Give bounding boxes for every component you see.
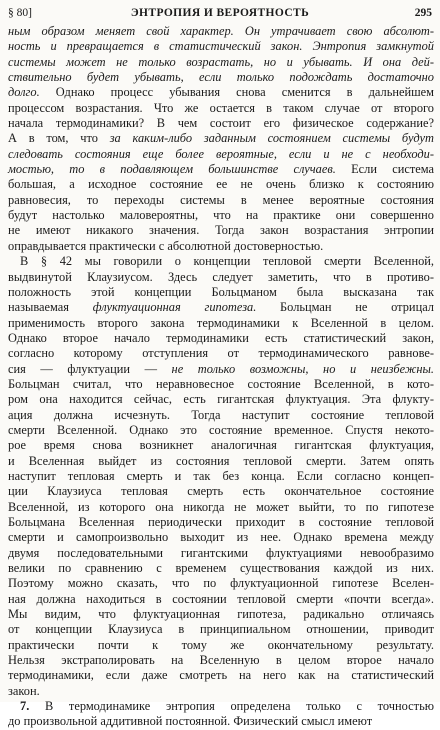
text-run: В термодинамике энтропия определена только с точностью <box>29 699 434 714</box>
text-run: начала термодинамики? В чем состоит его физическое содержание? <box>8 116 434 131</box>
italic-text: следовать состояния еще более вероятные, если и не с необходи- <box>8 146 434 161</box>
italic-text: флуктуационная гипотеза. <box>92 300 257 315</box>
text-run: Больцман считал, что неравновесное состояние Вселенной, в кото- <box>8 376 434 391</box>
text-line <box>8 346 434 361</box>
text-line <box>8 39 434 54</box>
text-line <box>8 270 434 285</box>
text-line <box>8 300 434 315</box>
text-line <box>8 316 434 331</box>
text-line <box>8 70 434 85</box>
text-run: Больцман не отрицал <box>256 300 434 315</box>
text-line <box>8 147 434 162</box>
text-run: от концепции Клаузиуса в принципиальном отношении, приводит <box>8 622 434 637</box>
text-run: смерти и самопроизвольно выходит из нее. Однако времена между <box>8 530 434 545</box>
text-run: В § 42 мы говорили о концепции тепловой смерти Вселенной, <box>20 254 434 269</box>
text-run: положность этой концепции Больцманом была высказана так <box>8 284 434 299</box>
text-line <box>8 454 434 469</box>
text-line <box>8 162 434 177</box>
text-run: равновесия, то переходы системы в менее вероятные состояния <box>8 192 434 207</box>
running-title: ЭНТРОПИЯ И ВЕРОЯТНОСТЬ <box>130 7 310 19</box>
text-run: не имеют никакого значения. Тогда закон возрастания энтропии <box>8 223 434 238</box>
italic-text: ным образом меняет свой характер. Он утрачивает свою абсолют- <box>8 24 434 38</box>
text-line <box>8 530 434 545</box>
text-run: Больцмана Вселенная периодически приходит в состояние тепловой <box>8 515 434 529</box>
italic-text: ность и превращается в статистический закон. Энтропия замкнутой <box>8 39 434 54</box>
text-run: практически почти к тому же окончательному результату. <box>8 637 434 652</box>
italic-text: долго. <box>8 85 40 100</box>
text-run: двумя последовательными гигантскими флуктуациями невообразимо <box>8 545 434 560</box>
text-line <box>8 592 434 607</box>
text-line <box>8 638 434 653</box>
text-line <box>8 24 434 39</box>
text-line <box>8 622 434 637</box>
text-run: называемая <box>8 300 93 315</box>
text-run: большая, а исходное состояние ее не очень близко к состоянию <box>8 177 434 192</box>
text-run: А в том, что <box>8 131 110 146</box>
text-run: велики по сравнению с временем существования каждой из них. <box>8 561 434 576</box>
text-line <box>8 546 434 561</box>
text-run: наступит тепловая смерть и так без конца. Если согласно концеп- <box>8 468 434 483</box>
text-line <box>8 177 434 192</box>
italic-text: ствительно будет убывать, если только подождать достаточно <box>8 70 434 85</box>
text-run: закон. <box>8 683 40 698</box>
text-run: смерти Вселенной. Однако это состояние временное. Спустя некото- <box>8 422 434 437</box>
text-run: согласно которому отступления от термодинамического равнове- <box>8 346 434 361</box>
text-run: выдвинутой Клаузиусом. Здесь следует заметить, что в противо- <box>8 269 434 284</box>
text-line <box>8 208 434 223</box>
text-run: Если система <box>335 162 434 177</box>
text-line <box>8 714 434 729</box>
text-line <box>8 131 434 146</box>
text-line <box>8 699 434 714</box>
text-line <box>8 101 434 116</box>
page-number: 295 <box>414 7 432 19</box>
text-run: ная должна находиться в состоянии тепловой смерти «почти всегда». <box>8 591 434 606</box>
text-line <box>8 561 434 576</box>
text-line <box>8 500 434 515</box>
text-line <box>8 392 434 407</box>
text-run: Нельзя экстраполировать на Вселенную в целом второе начало <box>8 653 434 668</box>
text-line <box>8 515 434 530</box>
text-run: Поэтому можно сказать, что по флуктуационной гипотезе Вселен- <box>8 576 434 591</box>
text-line <box>8 85 434 100</box>
text-line <box>8 653 434 668</box>
section-marker: § 80] <box>8 7 32 19</box>
text-line <box>8 285 434 300</box>
text-run: и Вселенная выйдет из состояния тепловой смерти. Затем опять <box>8 453 434 468</box>
text-line <box>8 116 434 131</box>
text-line <box>8 576 434 591</box>
text-line <box>8 377 434 392</box>
italic-text: системы может не только возрастать, но и убывать. И она дей- <box>8 54 434 69</box>
text-line <box>8 362 434 377</box>
text-line <box>8 684 434 699</box>
text-line <box>8 254 434 269</box>
text-line <box>8 223 434 238</box>
text-line <box>8 484 434 499</box>
text-run: до произвольной аддитивной постоянной. Физический смысл имеют <box>8 714 373 729</box>
text-line <box>8 239 434 254</box>
body-text <box>8 24 434 730</box>
text-run: процессом возрастания. Что же остается в таком случае от второго <box>8 100 434 115</box>
text-run: рое время снова возникнет аналогичная гигантская флуктуация, <box>8 438 434 453</box>
text-run: ции Клаузиуса тепловая смерть есть окончательное состояние <box>8 484 434 499</box>
text-line <box>8 193 434 208</box>
text-run: применимость второго закона термодинамики к Вселенной в целом. <box>8 315 434 330</box>
text-run: Однако процесс убывания снова сменится в дальнейшем <box>39 85 434 100</box>
text-run: ация должна исчезнуть. Тогда наступит состояние тепловой <box>8 407 434 422</box>
text-run: Вселенной, из которого она никогда не может выйти, то по гипотезе <box>8 499 434 514</box>
text-run: ром она находится сейчас, есть гигантская флуктуация. Эта флукту- <box>8 392 434 407</box>
text-run: сия — флуктуации — <box>8 361 172 376</box>
text-run: Однако второе начало термодинамики есть статистический закон, <box>8 330 434 345</box>
text-run: оправдывается практически с абсолютной достоверностью. <box>8 238 324 253</box>
text-run: термодинамики, если даже смотреть на него как на статистический <box>8 668 434 683</box>
text-line <box>8 438 434 453</box>
running-header <box>8 6 432 20</box>
italic-text: мостью, то в подавляющем большинстве случаев. <box>8 162 336 177</box>
text-line <box>8 331 434 346</box>
text-line <box>8 423 434 438</box>
text-run: будут настолько маловероятны, что на практике они совершенно <box>8 208 434 223</box>
text-line <box>8 668 434 683</box>
text-line <box>8 408 434 423</box>
text-line <box>8 469 434 484</box>
italic-text: за каким-либо заданным состоянием системы будут <box>109 131 434 146</box>
text-run: Мы видим, что флуктуационная гипотеза, радикально отличаясь <box>8 607 434 622</box>
text-line <box>8 55 434 70</box>
italic-text: не только возможны, но и неизбежны. <box>171 361 434 376</box>
item-number: 7. <box>20 699 30 714</box>
text-line <box>8 607 434 622</box>
